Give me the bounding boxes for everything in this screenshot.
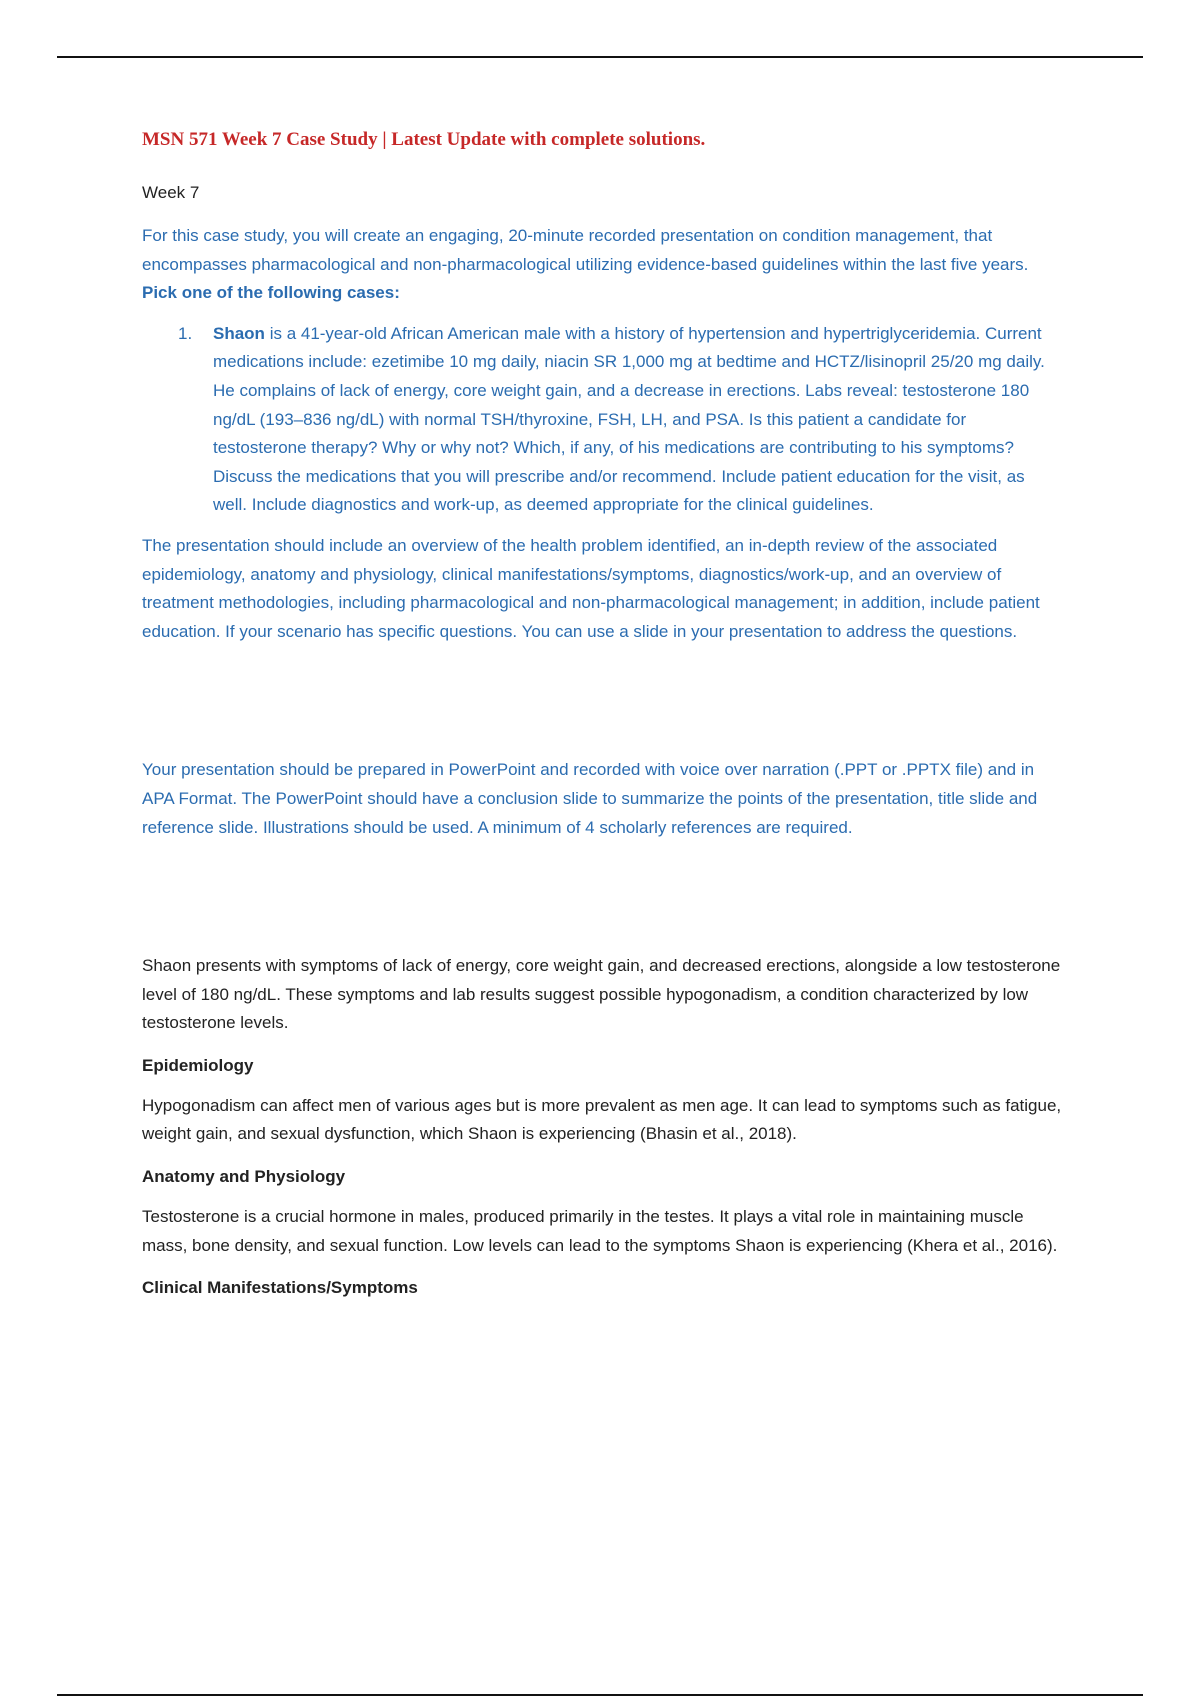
presentation-requirements: The presentation should include an overview of the health problem identified, an in-depth review of the associated epidemiology, anatomy and physiology, clinical manifestations/symptoms, diagnostics/work-up, and an overview of treatment methodologies, including pharmacological and non-pharmacological management; in addition, include patient education. If your scenario has specific questions. You can use a slide in your presentation to address the questions. [142,535,1040,641]
epidemiology-heading: Epidemiology [142,1055,254,1075]
case-patient-name: Shaon [213,323,265,343]
anatomy-text: Testosterone is a crucial hormone in males, produced primarily in the testes. It plays a vital role in maintaining muscle mass, bone density, and sexual function. Low levels can lead to the symptoms Shaon is experiencing (Khera et al., 2016). [142,1207,1058,1255]
week-label: Week 7 [142,183,200,202]
case-list [142,320,1062,520]
case-description: is a 41-year-old African American male with a history of hypertension and hypertriglyceridemia. Current medications include: ezetimibe 10 mg daily, niacin SR 1,000 mg at bedtime and HCTZ/lisinopril 25/20 mg daily. He complains of lack of energy, core weight gain, and a decrease in erections. Labs reveal: testosterone 180 ng/dL (193–836 ng/dL) with normal TSH/thyroxine, FSH, LH, and PSA. Is this patient a candidate for testosterone therapy? Why or why not? Which, if any, of his medications are contributing to his symptoms? Discuss the medications that you will prescribe and/or recommend. Include patient education for the visit, as well. Include diagnostics and work-up, as deemed appropriate for the clinical guidelines. [213,323,1045,515]
document-title: MSN 571 Week 7 Case Study | Latest Update with complete solutions. [142,129,706,150]
top-rule [57,56,1143,58]
intro-paragraph [142,222,1062,308]
case-summary: Shaon presents with symptoms of lack of energy, core weight gain, and decreased erections, alongside a low testosterone level of 180 ng/dL. These symptoms and lab results suggest possible hypogonadism, a condition characterized by low testosterone levels. [142,956,1061,1033]
bottom-rule [57,1694,1143,1696]
document-body [142,126,1062,1302]
list-item [142,320,1062,520]
anatomy-heading: Anatomy and Physiology [142,1167,346,1187]
case-number: 1. [178,323,193,343]
format-requirements: Your presentation should be prepared in PowerPoint and recorded with voice over narration (.PPT or .PPTX file) and in APA Format. The PowerPoint should have a conclusion slide to summarize the points of the presentation, title slide and reference slide. Illustrations should be used. A minimum of 4 scholarly references are required. [142,760,1038,837]
clinical-heading: Clinical Manifestations/Symptoms [142,1278,418,1298]
intro-bold-text: Pick one of the following cases: [142,283,400,303]
intro-text: For this case study, you will create an engaging, 20-minute recorded presentation on condition management, that encompasses pharmacological and non-pharmacological utilizing evidence-based guidelines within the last five years. [142,226,1029,274]
epidemiology-text: Hypogonadism can affect men of various ages but is more prevalent as men age. It can lead to symptoms such as fatigue, weight gain, and sexual dysfunction, which Shaon is experiencing (Bhasin et al., 2018). [142,1095,1062,1144]
